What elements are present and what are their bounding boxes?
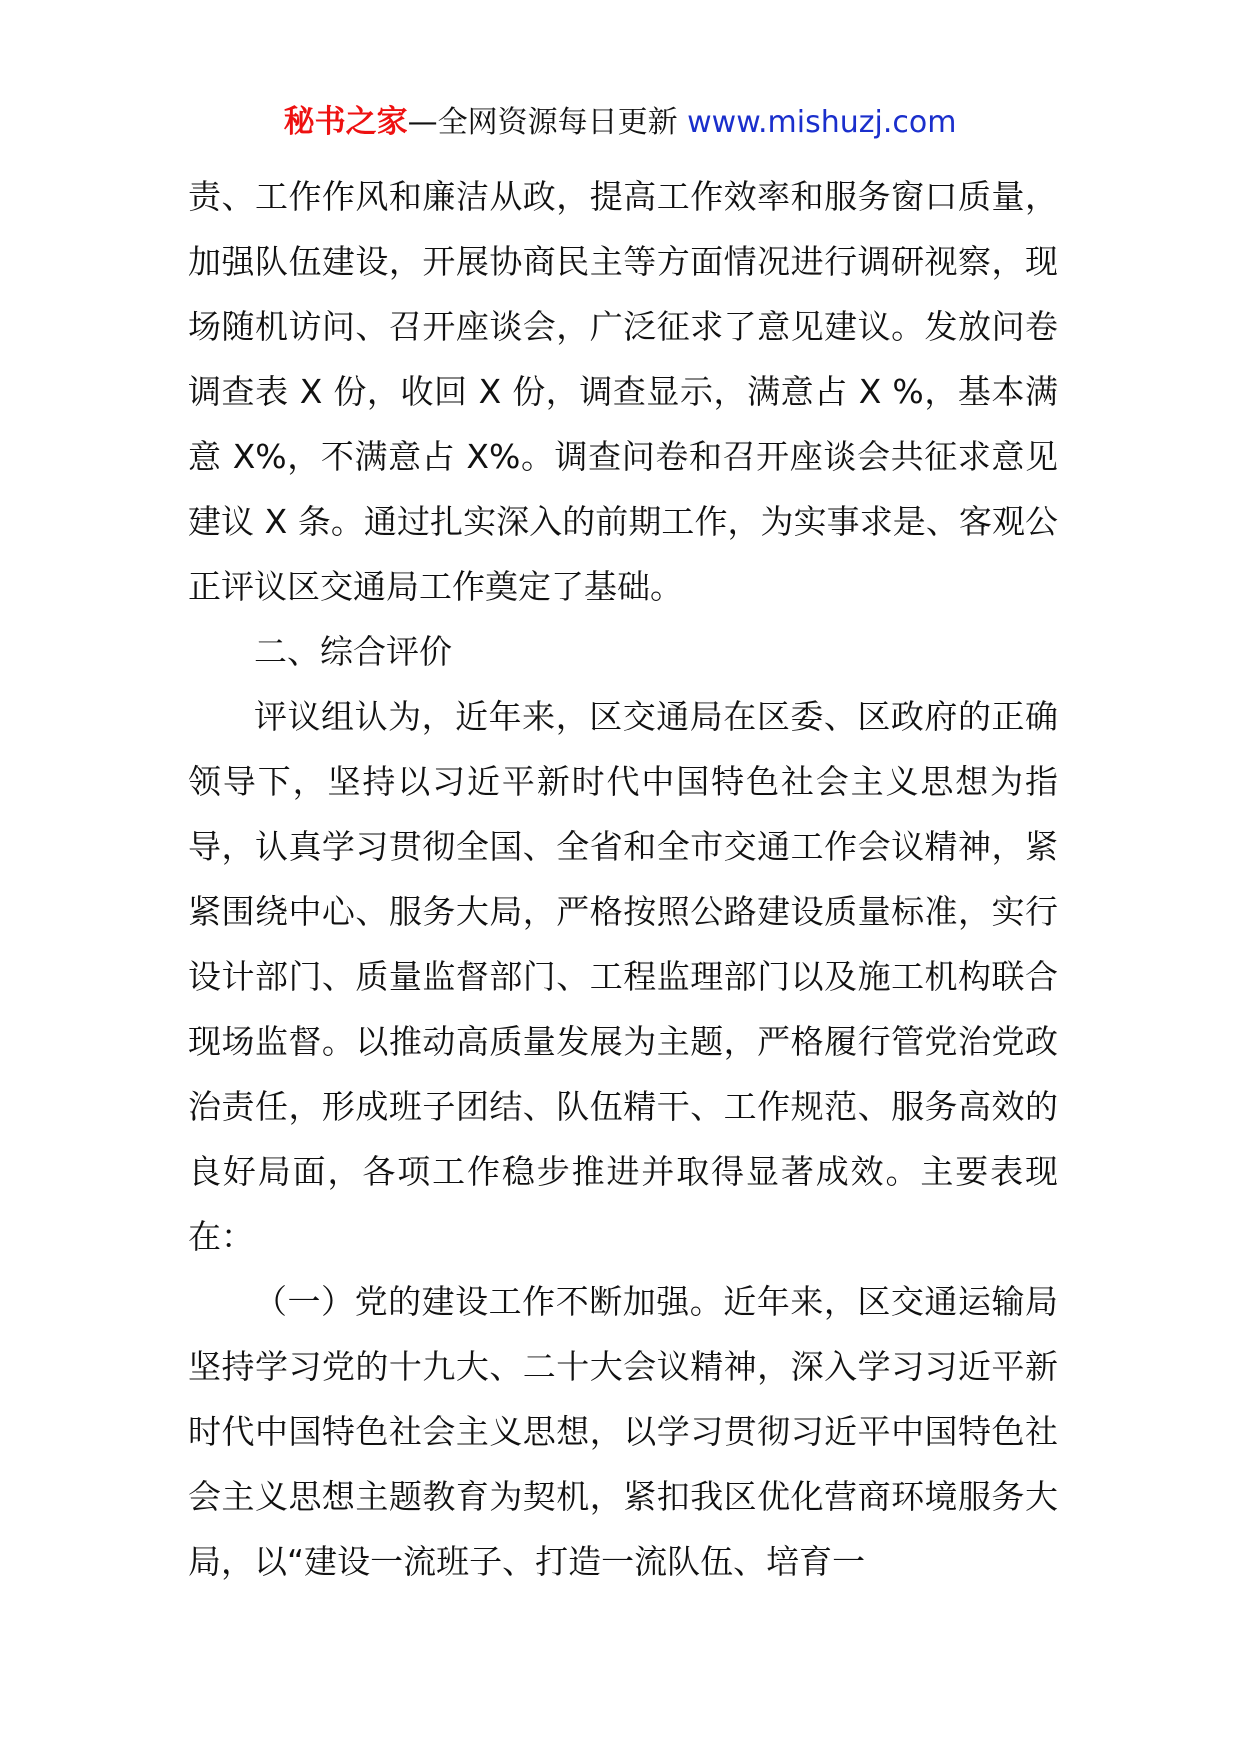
document-body xyxy=(188,164,1058,1594)
section-heading-comprehensive-evaluation: 二、综合评价 xyxy=(254,632,452,671)
page-header xyxy=(0,100,1240,145)
paragraph-survey: 责、工作作风和廉洁从政，提高工作效率和服务窗口质量，加强队伍建设，开展协商民主等方面情况进行调研视察，现场随机访问、召开座谈会，广泛征求了意见建议。发放问卷调查表 X 份，收回 X 份，调查显示，满意占 X %，基本满意 X%，不满意占 X%。调查问卷和召开座谈会共征求意见建议 X 条。通过扎实深入的前期工作，为实事求是、客观公正评议区交通局工作奠定了基础。 xyxy=(188,177,1058,606)
paragraph-evaluation: 评议组认为，近年来，区交通局在区委、区政府的正确领导下，坚持以习近平新时代中国特色社会主义思想为指导，认真学习贯彻全国、全省和全市交通工作会议精神，紧紧围绕中心、服务大局，严格按照公路建设质量标准，实行设计部门、质量监督部门、工程监理部门以及施工机构联合现场监督。以推动高质量发展为主题，严格履行管党治党政治责任，形成班子团结、队伍精干、工作规范、服务高效的良好局面，各项工作稳步推进并取得显著成效。主要表现在： xyxy=(188,697,1058,1256)
site-url-link[interactable]: www.mishuzj.com xyxy=(687,105,957,140)
paragraph-party-building: （一）党的建设工作不断加强。近年来，区交通运输局坚持学习党的十九大、二十大会议精神，深入学习习近平新时代中国特色社会主义思想，以学习贯彻习近平中国特色社会主义思想主题教育为契机，紧扣我区优化营商环境服务大局，以“建设一流班子、打造一流队伍、培育一 xyxy=(188,1282,1058,1581)
header-tagline: —全网资源每日更新 xyxy=(407,105,688,140)
brand-name: 秘书之家 xyxy=(283,104,408,140)
